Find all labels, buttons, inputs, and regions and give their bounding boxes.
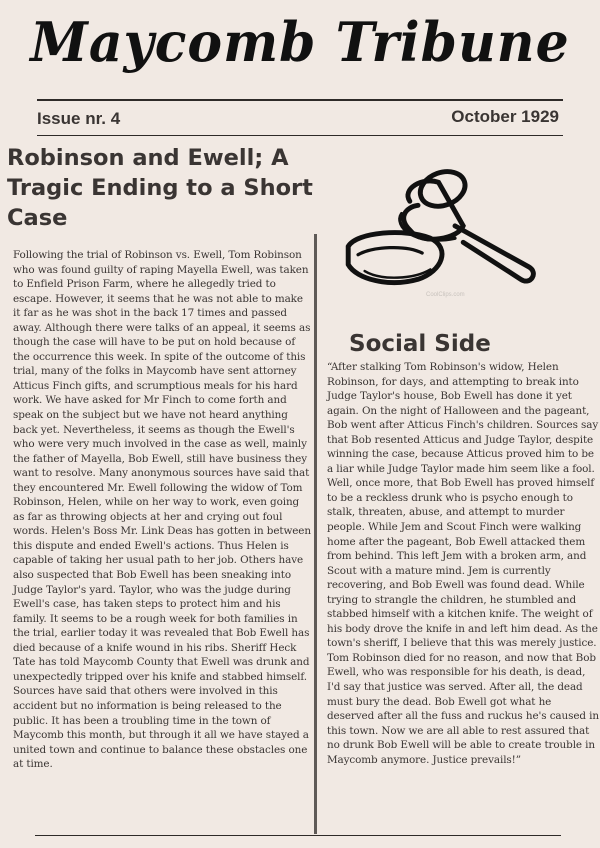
masthead-title: Maycomb Tribune	[30, 10, 570, 75]
main-headline: Robinson and Ewell; A Tragic Ending to a Short Case	[7, 145, 313, 231]
gavel-icon	[340, 150, 570, 310]
issue-number: Issue nr. 4	[37, 109, 121, 128]
bottom-rule	[35, 835, 561, 836]
social-side-body: “After stalking Tom Robinson's widow, Helen Robinson, for days, and attempting to break into Judge Taylor's house, Bob Ewell has done it yet again. On the night of Halloween and the pageant, Bob went after Atticus Finch's children. Sources say that Bob resented Atticus and Judge Taylor, despite winning the case, because Atticus proved him to be a liar while Judge Taylor made him seem like a fool. Well, once more, that Bob Ewell has proved himself to be a reckless drunk who is psycho enough to stalk, threaten, abuse, and attempt to murder people. While Jem and Scout Finch were walking home after the pageant, Bob Ewell attacked them from behind. This left Jem with a broken arm, and Scout with a mature mind. Jem is currently recovering, and Bob Ewell was found dead. While trying to strangle the children, he stumbled and stabbed himself with a kitchen knife. The weight of his body drove the knife in and left him dead. As the town's sheriff, I believe that this was merely justice. Tom Robinson died for no reason, and now that Bob Ewell, who was responsible for his death, is dead, I'd say that justice was served. After all, the dead must bury the dead. Bob Ewell got what he deserved after all the fuss and ruckus he's caused in this town. Now we are all able to rest assured that no drunk Bob Ewell will be able to create trouble in Maycomb anymore. Justice prevails!”	[327, 361, 599, 766]
issue-date: October 1929	[451, 107, 559, 126]
image-watermark: CoolClips.com	[426, 292, 465, 298]
top-rule	[37, 99, 563, 101]
column-divider	[314, 234, 317, 834]
social-side-title: Social Side	[349, 331, 491, 357]
main-article-body: Following the trial of Robinson vs. Ewell, Tom Robinson who was found guilty of raping Mayella Ewell, was taken to Enfield Prison Farm, where he allegedly tried to escape. However, it seems that he was not able to make it far as he was shot in the back 17 times and passed away. Although there were talks of an appeal, it seems as though the case will have to be put on hold because of the occurrence this week. In spite of the outcome of this trial, many of the folks in Maycomb have sent attorney Atticus Finch gifts, and scrumptious meals for his hard work. We have asked for Mr Finch to come forth and speak on the subject but we have not heard anything back yet. Nevertheless, it seems as though the Ewell's who were very much involved in the case as well, mainly the father of Mayella, Bob Ewell, still have business they want to resolve. Many anonymous sources have said that they encountered Mr. Ewell following the widow of Tom Robinson, Helen, while on her way to work, even going as far as throwing objects at her and crying out foul words. Helen's Boss Mr. Link Deas has gotten in between this dispute and ended Ewell's actions. Thus Helen is capable of taking her usual path to her job. Others have also suspected that Bob Ewell has been sneaking into Judge Taylor's yard. Taylor, who was the judge during Ewell's case, has taken steps to protect him and his family. It seems to be a rough week for both families in the trial, earlier today it was revealed that Bob Ewell has died because of a knife wound in his ribs. Sheriff Heck Tate has told Maycomb County that Ewell was drunk and unexpectedly tripped over his knife and stabbed himself. Sources have said that others were involved in this accident but no information is being released to the public. It has been a troubling time in the town of Maycomb this month, but through it all we have stayed a united town and continue to balance these obstacles one at time.	[13, 249, 311, 771]
header-bottom-rule	[37, 135, 563, 136]
